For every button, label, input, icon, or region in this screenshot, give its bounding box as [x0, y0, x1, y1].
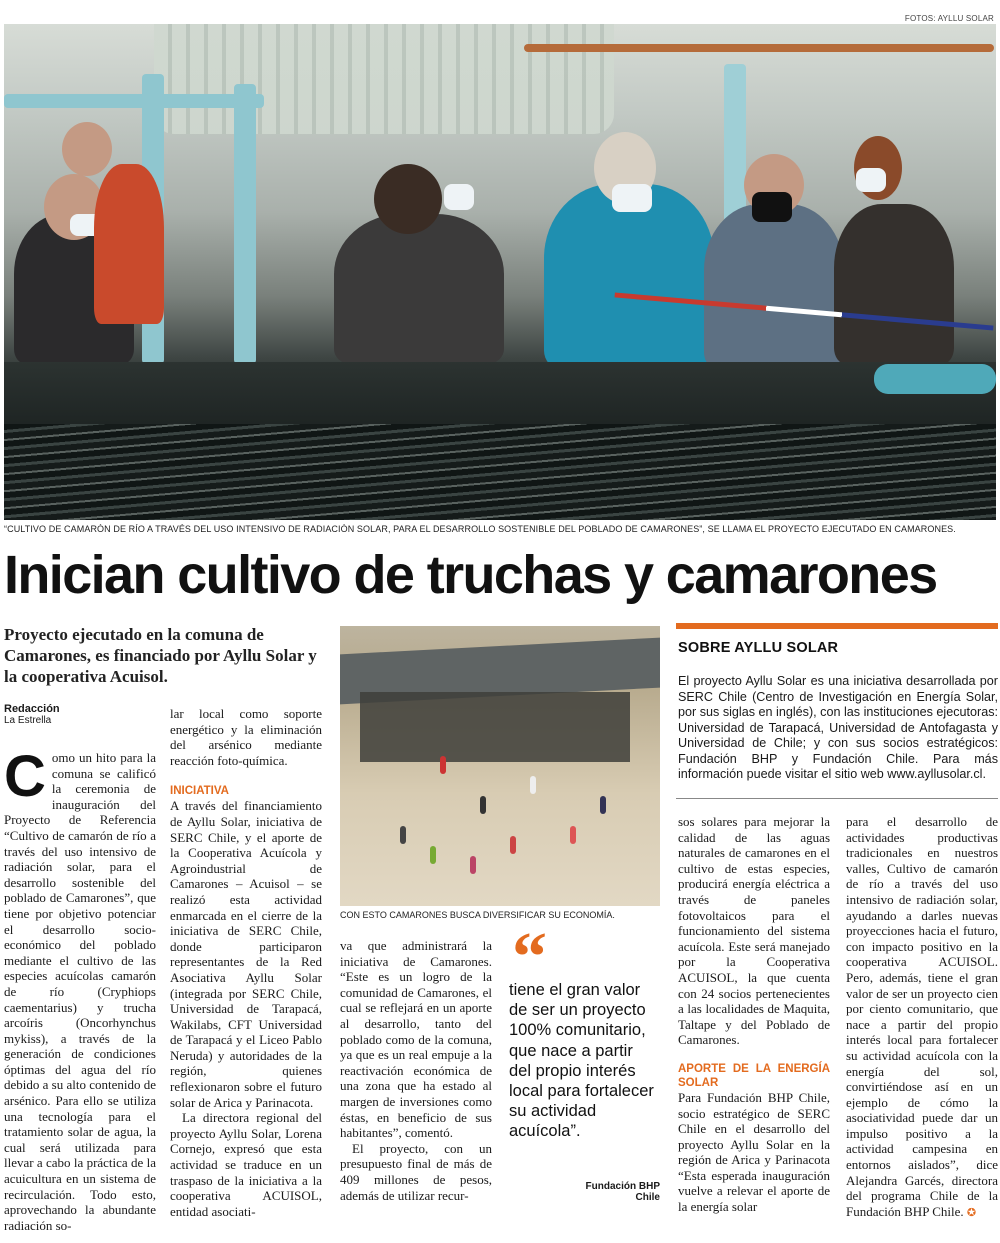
deck-summary: Proyecto ejecutado en la comuna de Camarones, es financiado por Ayllu Solar y la cooperativa Acuisol.: [4, 625, 317, 686]
sidebar-accent-bar: [676, 623, 998, 629]
quote-mark-icon: “: [512, 919, 547, 996]
byline-author: Redacción: [4, 703, 60, 715]
subhead-iniciativa: INICIATIVA: [170, 785, 229, 798]
subhead-aporte: APORTE DE LA ENERGÍA SOLAR: [678, 1062, 830, 1089]
secondary-photo-caption: CON ESTO CAMARONES BUSCA DIVERSIFICAR SU ECONOMÍA.: [340, 910, 615, 920]
end-mark-icon: ✪: [966, 1206, 977, 1219]
column-3-paragraph: va que administrará la iniciativa de Camarones. “Este es un logro de la comunidad de Camarones, el cual se reflejará en un aporte al desarrollo, tanto del poblado como de la comuna, ya que es un real empuje a la reactivación económica de una zona que ha estado al margen de inversiones como éstas, en beneficio de sus habitantes”, comentó.: [340, 938, 492, 1141]
column-6-text: para el desarrollo de actividades productivas tradicionales en nuestros valles, Cultivo de camarón de río a través del uso intensivo de radiación solar, ayudando a darles nuevas proyecciones hacia el futuro, con impacto positivo en la cooperativa ACUISOL. Pero, además, tiene el gran valor de ser un proyecto cien por ciento comunitario, que nace a partir del propio interés local para fortalecer su actividad acuícola con la energía del sol, convirtiéndose así en un ejemplo de cómo la asociatividad puede dar un impulso positivo a la actividad campesina en entornos aislados”, dice Alejandra Garcés, directora del programa Chile de la Fundación BHP Chile.: [846, 814, 998, 1219]
main-photo: [4, 24, 996, 520]
drop-cap: C: [4, 744, 46, 809]
column-3-paragraph: El proyecto, con un presupuesto final de más de 409 millones de pesos, además de utilizar recur-: [340, 1140, 492, 1203]
photo-credit: FOTOS: AYLLU SOLAR: [904, 14, 994, 23]
pull-quote: tiene el gran valor de ser un proyecto 100% comunitario, que nace a partir del propio interés local para fortalecer su actividad acuícola”.: [509, 981, 654, 1141]
article-column-3: [340, 938, 492, 1218]
article-column-6: [846, 814, 998, 1219]
article-column-5: [678, 814, 830, 1219]
column-2-paragraph: La directora regional del proyecto Ayllu Solar, Lorena Cornejo, expresó que esta actividad se traduce en un traspaso de la iniciativa a la cooperativa ACUISOL, entidad asociati-: [170, 1110, 322, 1219]
sidebar-divider: [676, 798, 998, 799]
sidebar-text: El proyecto Ayllu Solar es una iniciativa desarrollada por SERC Chile (Centro de Investigación en Energía Solar, por sus siglas en inglés), con las instituciones ejecutoras: Universidad de Tarapacá, Universidad de Antofagasta y Universidad de Chile; y con sus socios estratégicos: Fundación BHP y Fundación Chile. Para más información puede visitar el sitio web www.ayllusolar.cl.: [678, 674, 998, 781]
byline-publication: La Estrella: [4, 715, 52, 726]
column-1-text: omo un hito para la comuna se calificó la ceremonia de inauguración del Proyecto de Referencia “Cultivo de camarón de río a través del uso intensivo de radiación solar, para el desarrollo sostenible del poblado de Camarones”, que tiene por objetivo potenciar el desarrollo socio-económico del poblado mediante el cultivo de las especies acuícolas camarón de río (Cryphiops caementarius) y trucha arcoíris (Oncorhynchus mykiss), a través de la generación de condiciones óptimas del agua del río debido a su alto contenido de arsénico. Para ello se utiliza una tecnología para el tratamiento solar de agua, la cual será utilizada para llevar a cabo la práctica de la acuicultura en un sistema de recirculación. Todo esto, aprovechando la abundante radiación so-: [4, 750, 156, 1233]
column-2-paragraph: A través del financiamiento de Ayllu Solar, iniciativa de SERC Chile, y el aporte de la Cooperativa Acuícola y Agroindustrial de Camarones – Acuisol – se realizó esta actividad enmarcada en el cierre de la iniciativa de SERC Chile, donde participaron representantes de la Red Asociativa Ayllu Solar (integrada por SERC Chile, Universidad de Tarapacá, Wakilabs, CFT Universidad de Tarapacá y el Liceo Pablo Neruda) y autoridades de la región, quienes reflexionaron sobre el futuro solar de Arica y Parinacota.: [170, 798, 322, 1110]
column-2-paragraph: lar local como soporte energético y la eliminación del arsénico mediante reacción foto-química.: [170, 706, 322, 768]
pull-quote-author: Fundación BHP Chile: [585, 1181, 660, 1203]
byline: [4, 703, 60, 726]
headline: Inician cultivo de truchas y camarones: [4, 545, 937, 605]
sidebar-title: SOBRE AYLLU SOLAR: [678, 640, 839, 656]
secondary-photo: [340, 626, 660, 906]
column-5-paragraph: sos solares para mejorar la calidad de las aguas naturales de camarones en el cultivo de estas especies, producirá energía eléctrica a través de paneles fotovoltaicos para el funcionamiento del sistema acuícola. Este será manejado por la Cooperativa ACUISOL, la que cuenta con 24 socios pertenecientes a las localidades de Maquita, Taltape y del Poblado de Camarones.: [678, 814, 830, 1048]
article-column-2: [170, 706, 322, 1221]
column-5-paragraph: Para Fundación BHP Chile, socio estratégico de SERC Chile en el desarrollo del proyecto Ayllu Solar en la región de Arica y Parinacota “Esta esperada inauguración vuelve a relevar el aporte de la energía solar: [678, 1089, 830, 1215]
main-photo-caption: “CULTIVO DE CAMARÓN DE RÍO A TRAVÉS DEL USO INTENSIVO DE RADIACIÓN SOLAR, PARA EL DESARROLLO SOSTENIBLE DEL POBLADO DE CAMARONES”, SE LLAMA EL PROYECTO EJECUTADO EN CAMARONES.: [4, 524, 956, 534]
article-column-1: [4, 744, 156, 1233]
